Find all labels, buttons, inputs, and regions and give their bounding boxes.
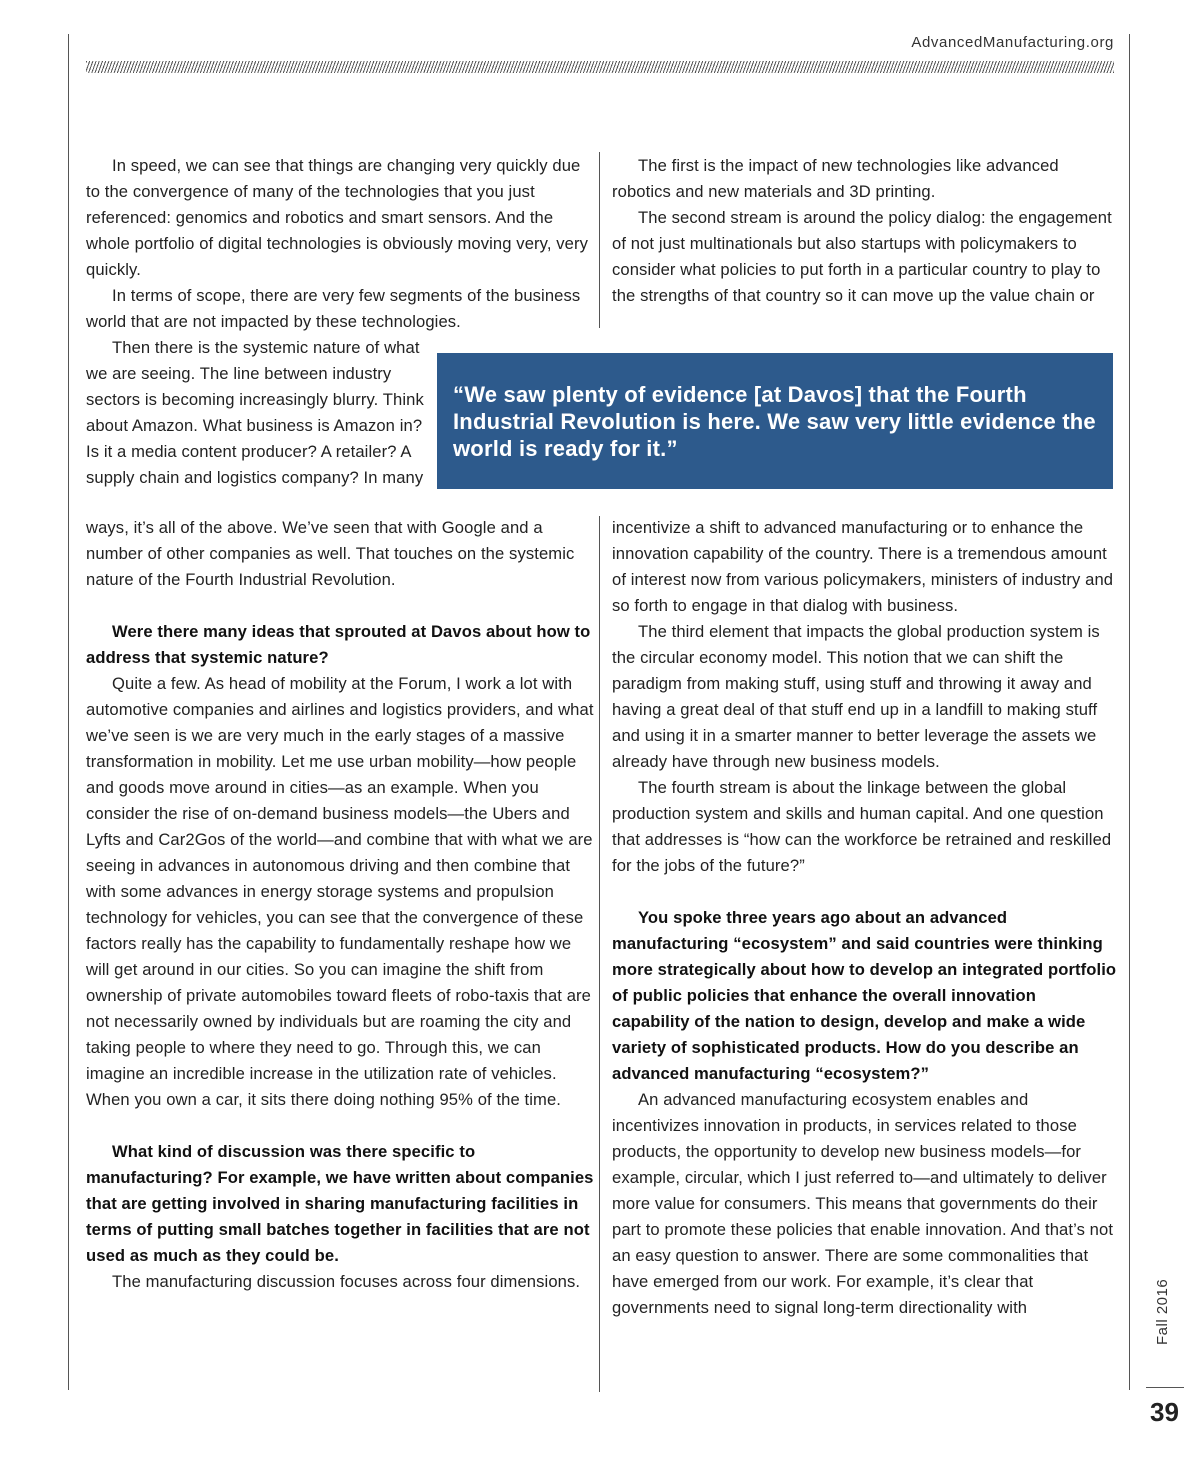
column-1-top <box>86 153 598 335</box>
paragraph: The manufacturing discussion focuses across four dimensions. <box>112 1272 581 1291</box>
paragraph-continued: ways, it’s all of the above. We’ve seen that with Google and a number of other companies as well. That touches on the systemic nature of the Fourth Industrial Revolution. <box>86 518 575 589</box>
page-number: 39 <box>1150 1397 1179 1427</box>
pull-quote: “We saw plenty of evidence [at Davos] that the Fourth Industrial Revolution is here. We saw very little evidence the world is ready for it.” <box>437 353 1113 489</box>
page-border-left <box>68 34 69 1390</box>
column-divider <box>599 152 600 328</box>
column-divider <box>599 516 600 1392</box>
column-2-bottom <box>612 515 1118 1321</box>
interview-question: You spoke three years ago about an advanced manufacturing “ecosystem” and said countries were thinking more strategically about how to develop an integrated portfolio of public policies that enhance the overall innovation capability of the nation to design, develop and make a wide variety of sophisticated products. How do you describe an advanced manufacturing “ecosystem?” <box>612 908 1117 1083</box>
paragraph: The first is the impact of new technologies like advanced robotics and new materials and 3D printing. <box>612 156 1059 201</box>
column-2-top <box>612 153 1118 309</box>
site-url: AdvancedManufacturing.org <box>911 34 1114 51</box>
page-border-right <box>1129 34 1130 1390</box>
page-number-rule <box>1146 1387 1184 1388</box>
paragraph: In speed, we can see that things are changing very quickly due to the convergence of many of the technologies that you just referenced: genomics and robotics and smart sensors. And the whole portfolio of digital technologies is obviously moving very, very quickly. <box>86 156 588 279</box>
paragraph: The second stream is around the policy dialog: the engagement of not just multinationals but also startups with policymakers to consider what policies to put forth in a particular country to play to the strengths of that country so it can move up the value chain or <box>612 208 1112 305</box>
column-1-wrap <box>86 335 426 491</box>
paragraph: Quite a few. As head of mobility at the Forum, I work a lot with automotive companies and airlines and logistics providers, and what we’ve seen is we are very much in the early stages of a massive transformation in mobility. Let me use urban mobility—how people and goods move around in cities—as an example. When you consider the rise of on-demand business models—the Ubers and Lyfts and Car2Gos of the world—and combine that with what we are seeing in advances in autonomous driving and then combine that with some advances in energy storage systems and propulsion technology for vehicles, you can see that the convergence of these factors really has the capability to fundamentally reshape how we will get around in our cities. So you can imagine the shift from ownership of private automobiles toward fleets of robo-taxis that are not necessarily owned by individuals but are roaming the city and taking people to where they need to go. Through this, we can imagine an incredible increase in the utilization rate of vehicles. When you own a car, it sits there doing nothing 95% of the time. <box>86 674 594 1109</box>
interview-question: Were there many ideas that sprouted at Davos about how to address that systemic nature? <box>86 622 591 667</box>
paragraph: An advanced manufacturing ecosystem enables and incentivizes innovation in products, in services related to those products, the opportunity to develop new business models—for example, circular, which I just referred to—and ultimately to deliver more value for consumers. This means that governments do their part to promote these policies that enable innovation. And that’s not an easy question to answer. There are some commonalities that have emerged from our work. For example, it’s clear that governments need to signal long-term directionality with <box>612 1090 1114 1317</box>
paragraph: The fourth stream is about the linkage between the global production system and skills and human capital. And one question that addresses is “how can the workforce be retrained and reskilled for the jobs of the future?” <box>612 778 1112 875</box>
header-hatch-rule <box>86 61 1114 73</box>
paragraph-continued: incentivize a shift to advanced manufacturing or to enhance the innovation capability of the country. There is a tremendous amount of interest now from various policymakers, ministers of industry and so forth to engage in that dialog with business. <box>612 518 1114 615</box>
issue-label: Fall 2016 <box>1154 1278 1171 1345</box>
paragraph: Then there is the systemic nature of what we are seeing. The line between industry sectors is becoming increasingly blurry. Think about Amazon. What business is Amazon in? Is it a media content producer? A retailer? A supply chain and logistics company? In many <box>86 338 424 487</box>
paragraph: In terms of scope, there are very few segments of the business world that are not impacted by these technologies. <box>86 286 581 331</box>
interview-question: What kind of discussion was there specific to manufacturing? For example, we have written about companies that are getting involved in sharing manufacturing facilities in terms of putting small batches together in facilities that are not used as much as they could be. <box>86 1142 594 1265</box>
column-1-bottom <box>86 515 598 1295</box>
paragraph: The third element that impacts the global production system is the circular economy model. This notion that we can shift the paradigm from making stuff, using stuff and throwing it away and having a great deal of that stuff end up in a landfill to making stuff and using it in a smarter manner to better leverage the assets we already have through new business models. <box>612 622 1100 771</box>
